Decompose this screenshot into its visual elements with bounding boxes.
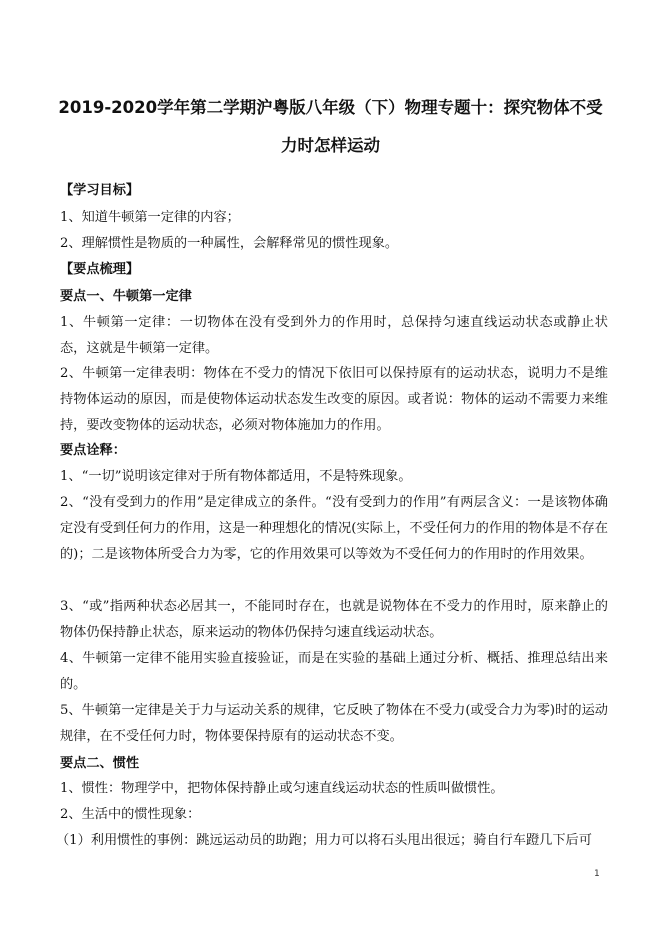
- key-points-heading: 【要点梳理】: [60, 262, 140, 277]
- learning-goals-heading: 【学习目标】: [60, 183, 140, 198]
- explanation-paragraph: 3、“或”指两种状态必居其一，不能同时存在，也就是说物体在不受力的作用时，原来静止的物体仍保持静止状态，原来运动的物体仍保持匀速直线运动状态。: [60, 599, 608, 640]
- point-two-item: 1、惯性：物理学中，把物体保持静止或匀速直线运动状态的性质叫做惯性。: [60, 781, 504, 796]
- explanation-paragraph: 1、“一切”说明该定律对于所有物体都适用，不是特殊现象。: [60, 469, 412, 484]
- point-two-item: （1）利用惯性的事例：跳远运动员的助跑；用力可以将石头甩出很远；骑自行车蹬几下后可: [56, 833, 592, 848]
- learning-goal-item: 2、理解惯性是物质的一种属性，会解释常见的惯性现象。: [60, 236, 399, 251]
- explanation-paragraph: 4、牛顿第一定律不能用实验直接验证，而是在实验的基础上通过分析、概括、推理总结出来的。: [60, 651, 608, 692]
- document-title-line-1: 2019-2020学年第二学期沪粤版八年级（下）物理专题十：探究物体不受: [58, 98, 603, 117]
- document-title-line-2: 力时怎样运动: [281, 136, 380, 155]
- point-one-heading: 要点一、牛顿第一定律: [60, 289, 192, 304]
- page-number: 1: [594, 869, 600, 879]
- point-two-item: 2、生活中的惯性现象：: [60, 807, 201, 822]
- explanation-paragraph: 5、牛顿第一定律是关于力与运动关系的规律，它反映了物体在不受力(或受合力为零)时的运动规律，在不受任何力时，物体要保持原有的运动状态不变。: [60, 703, 608, 744]
- explanation-heading: 要点诠释：: [60, 443, 126, 458]
- point-one-paragraph: 1、牛顿第一定律：一切物体在没有受到外力的作用时，总保持匀速直线运动状态或静止状态，这就是牛顿第一定律。: [60, 315, 608, 356]
- explanation-paragraph: 2、“没有受到力的作用”是定律成立的条件。“没有受到力的作用”有两层含义：一是该物体确定没有受到任何力的作用，这是一种理想化的情况(实际上，不受任何力的作用的物体是不存在的)；二是该物体所受合力为零，它的作用效果可以等效为不受任何力的作用时的作用效果。: [60, 495, 608, 562]
- learning-goal-item: 1、知道牛顿第一定律的内容；: [60, 210, 240, 225]
- point-one-paragraph: 2、牛顿第一定律表明：物体在不受力的情况下依旧可以保持原有的运动状态，说明力不是维持物体运动的原因，而是使物体运动状态发生改变的原因。或者说：物体的运动不需要力来维持，要改变物体的运动状态，必须对物体施加力的作用。: [60, 366, 608, 433]
- point-two-heading: 要点二、惯性: [60, 756, 140, 771]
